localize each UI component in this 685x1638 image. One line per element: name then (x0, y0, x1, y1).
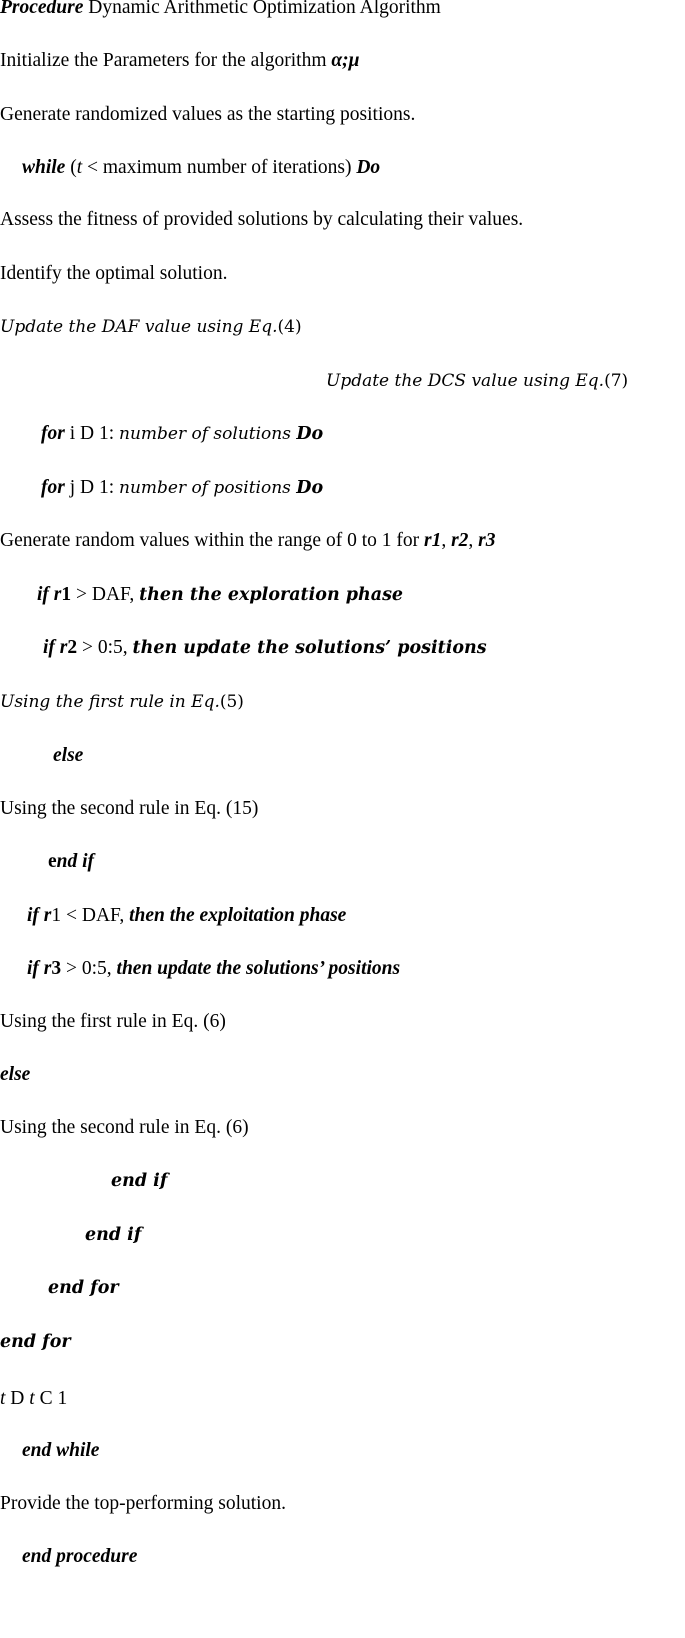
line-else-2: else (0, 1064, 31, 1085)
line-for-solutions: for i D 1: number of solutions Do (41, 423, 324, 444)
line-update-daf: Update the DAF value using Eq.(4) (0, 317, 302, 337)
line-end-for-1: end for (48, 1278, 119, 1298)
line-end-while: end while (22, 1440, 100, 1461)
line-end-if-2: end if (111, 1171, 168, 1191)
line-if-r3: if r3 > 0:5, then update the solutions’ positions (27, 958, 401, 979)
line-initialize-parameters: Initialize the Parameters for the algorithm α;μ (0, 50, 360, 71)
line-first-rule-eq5: Using the first rule in Eq.(5) (0, 692, 244, 712)
line-end-for-2: end for (0, 1332, 71, 1352)
line-while: while (t < maximum number of iterations) Do (22, 157, 381, 178)
line-end-if-3: end if (85, 1225, 142, 1245)
line-assess-fitness: Assess the fitness of provided solutions by calculating their values. (0, 209, 524, 230)
line-second-rule-eq6: Using the second rule in Eq. (6) (0, 1117, 249, 1138)
line-else-1: else (53, 745, 84, 766)
line-procedure-title: Procedure Dynamic Arithmetic Optimization Algorithm (0, 0, 441, 18)
line-if-exploration: if r1 > DAF, then the exploration phase (37, 584, 404, 605)
line-if-r2: if r2 > 0:5, then update the solutions’ positions (43, 637, 487, 658)
line-identify-optimal: Identify the optimal solution. (0, 263, 228, 284)
line-if-exploitation: if r1 < DAF, then the exploitation phase (27, 905, 347, 926)
line-end-if-1: end if (48, 851, 95, 872)
line-increment-t: t D t C 1 (0, 1388, 68, 1409)
line-generate-positions: Generate randomized values as the starting positions. (0, 104, 416, 125)
line-first-rule-eq6: Using the first rule in Eq. (6) (0, 1011, 226, 1032)
line-second-rule-eq15: Using the second rule in Eq. (15) (0, 798, 259, 819)
line-provide-solution: Provide the top-performing solution. (0, 1493, 286, 1514)
line-end-procedure: end procedure (22, 1546, 138, 1567)
line-generate-random: Generate random values within the range of 0 to 1 for r1, r2, r3 (0, 530, 496, 551)
line-for-positions: for j D 1: number of positions Do (41, 477, 324, 498)
line-update-dcs: Update the DCS value using Eq.(7) (326, 371, 629, 391)
